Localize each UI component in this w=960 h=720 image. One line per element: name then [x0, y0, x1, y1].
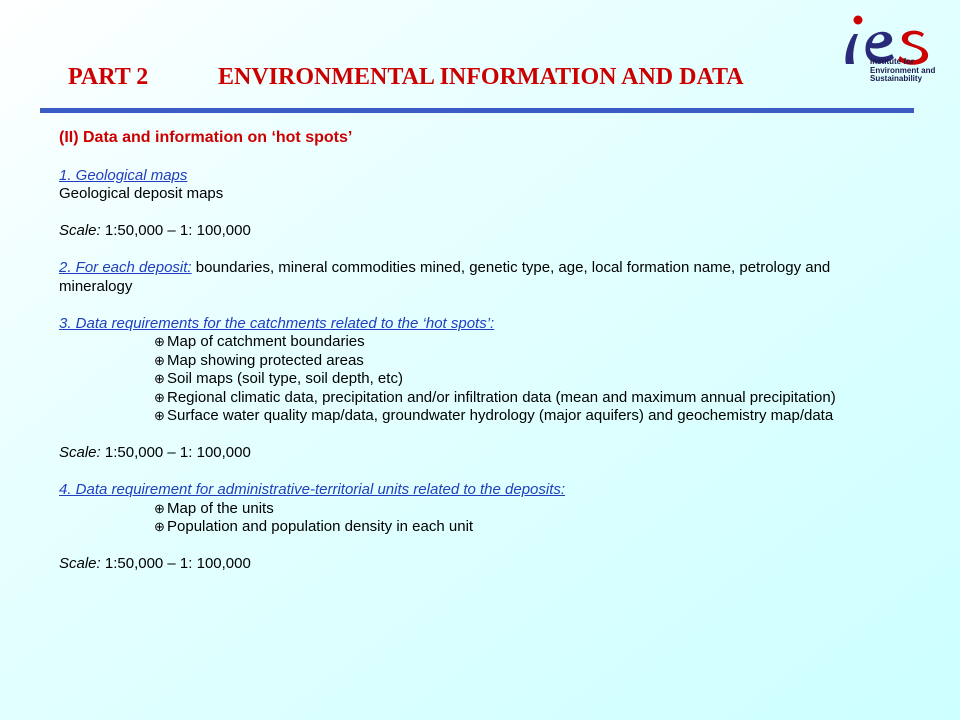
- logo-caption-line: Institute for: [870, 57, 914, 66]
- item-each-deposit-text: boundaries, mineral commodities mined, genetic type, age, local formation name, petrology and mineralogy: [59, 259, 831, 295]
- logo-caption-line: Environment and: [870, 65, 936, 75]
- admin-units-bullet-list: [59, 500, 899, 537]
- item-admin-units-label: 4. Data requirement for administrative-territorial units related to the deposits:: [59, 481, 566, 498]
- title-underline-rule: [40, 108, 914, 113]
- section-heading: (II) Data and information on ‘hot spots’: [59, 129, 353, 146]
- logo-caption: [870, 58, 935, 84]
- scale-label: Scale:: [59, 555, 101, 572]
- list-item: ⊕ Map showing protected areas: [154, 351, 364, 369]
- scale-value: 1:50,000 – 1: 100,000: [100, 444, 251, 461]
- item-each-deposit: [59, 259, 899, 296]
- logo-caption-line: Sustainability: [870, 74, 923, 83]
- item-each-deposit-label: 2. For each deposit:: [59, 259, 192, 276]
- slide-body: [59, 128, 899, 574]
- catchment-bullet-list: [59, 333, 899, 426]
- list-item: ⊕ Surface water quality map/data, groundwater hydrology (major aquifers) and geochemistry map/data: [154, 407, 834, 424]
- list-item: ⊕ Map of catchment boundaries: [154, 333, 365, 350]
- list-item: ⊕ Soil maps (soil type, soil depth, etc): [154, 370, 403, 387]
- list-item: ⊕ Population and population density in each unit: [154, 518, 474, 535]
- scale-label: Scale:: [59, 222, 101, 239]
- bullet-icon: ⊕: [154, 334, 165, 349]
- scale-label: Scale:: [59, 444, 101, 461]
- bullet-icon: ⊕: [154, 408, 165, 423]
- bullet-icon: ⊕: [154, 371, 165, 386]
- item-catchment-requirements-label: 3. Data requirements for the catchments related to the ‘hot spots’:: [59, 314, 495, 332]
- scale-line: [59, 555, 899, 574]
- item-geological-maps-text: Geological deposit maps: [59, 185, 224, 202]
- slide-title: ENVIRONMENTAL INFORMATION AND DATA: [218, 64, 744, 90]
- item-geological-maps-label: 1. Geological maps: [59, 166, 188, 184]
- slide-part-label: PART 2: [68, 64, 149, 90]
- bullet-icon: ⊕: [154, 500, 165, 516]
- scale-line: [59, 222, 899, 241]
- bullet-icon: ⊕: [154, 519, 165, 534]
- list-item: ⊕ Map of the units: [154, 499, 274, 517]
- list-item: ⊕ Regional climatic data, precipitation and/or infiltration data (mean and maximum annual precipitation): [154, 388, 836, 406]
- bullet-icon: ⊕: [154, 389, 165, 405]
- scale-line: [59, 444, 899, 463]
- scale-value: 1:50,000 – 1: 100,000: [100, 222, 251, 239]
- bullet-icon: ⊕: [154, 352, 165, 368]
- scale-value: 1:50,000 – 1: 100,000: [100, 555, 251, 572]
